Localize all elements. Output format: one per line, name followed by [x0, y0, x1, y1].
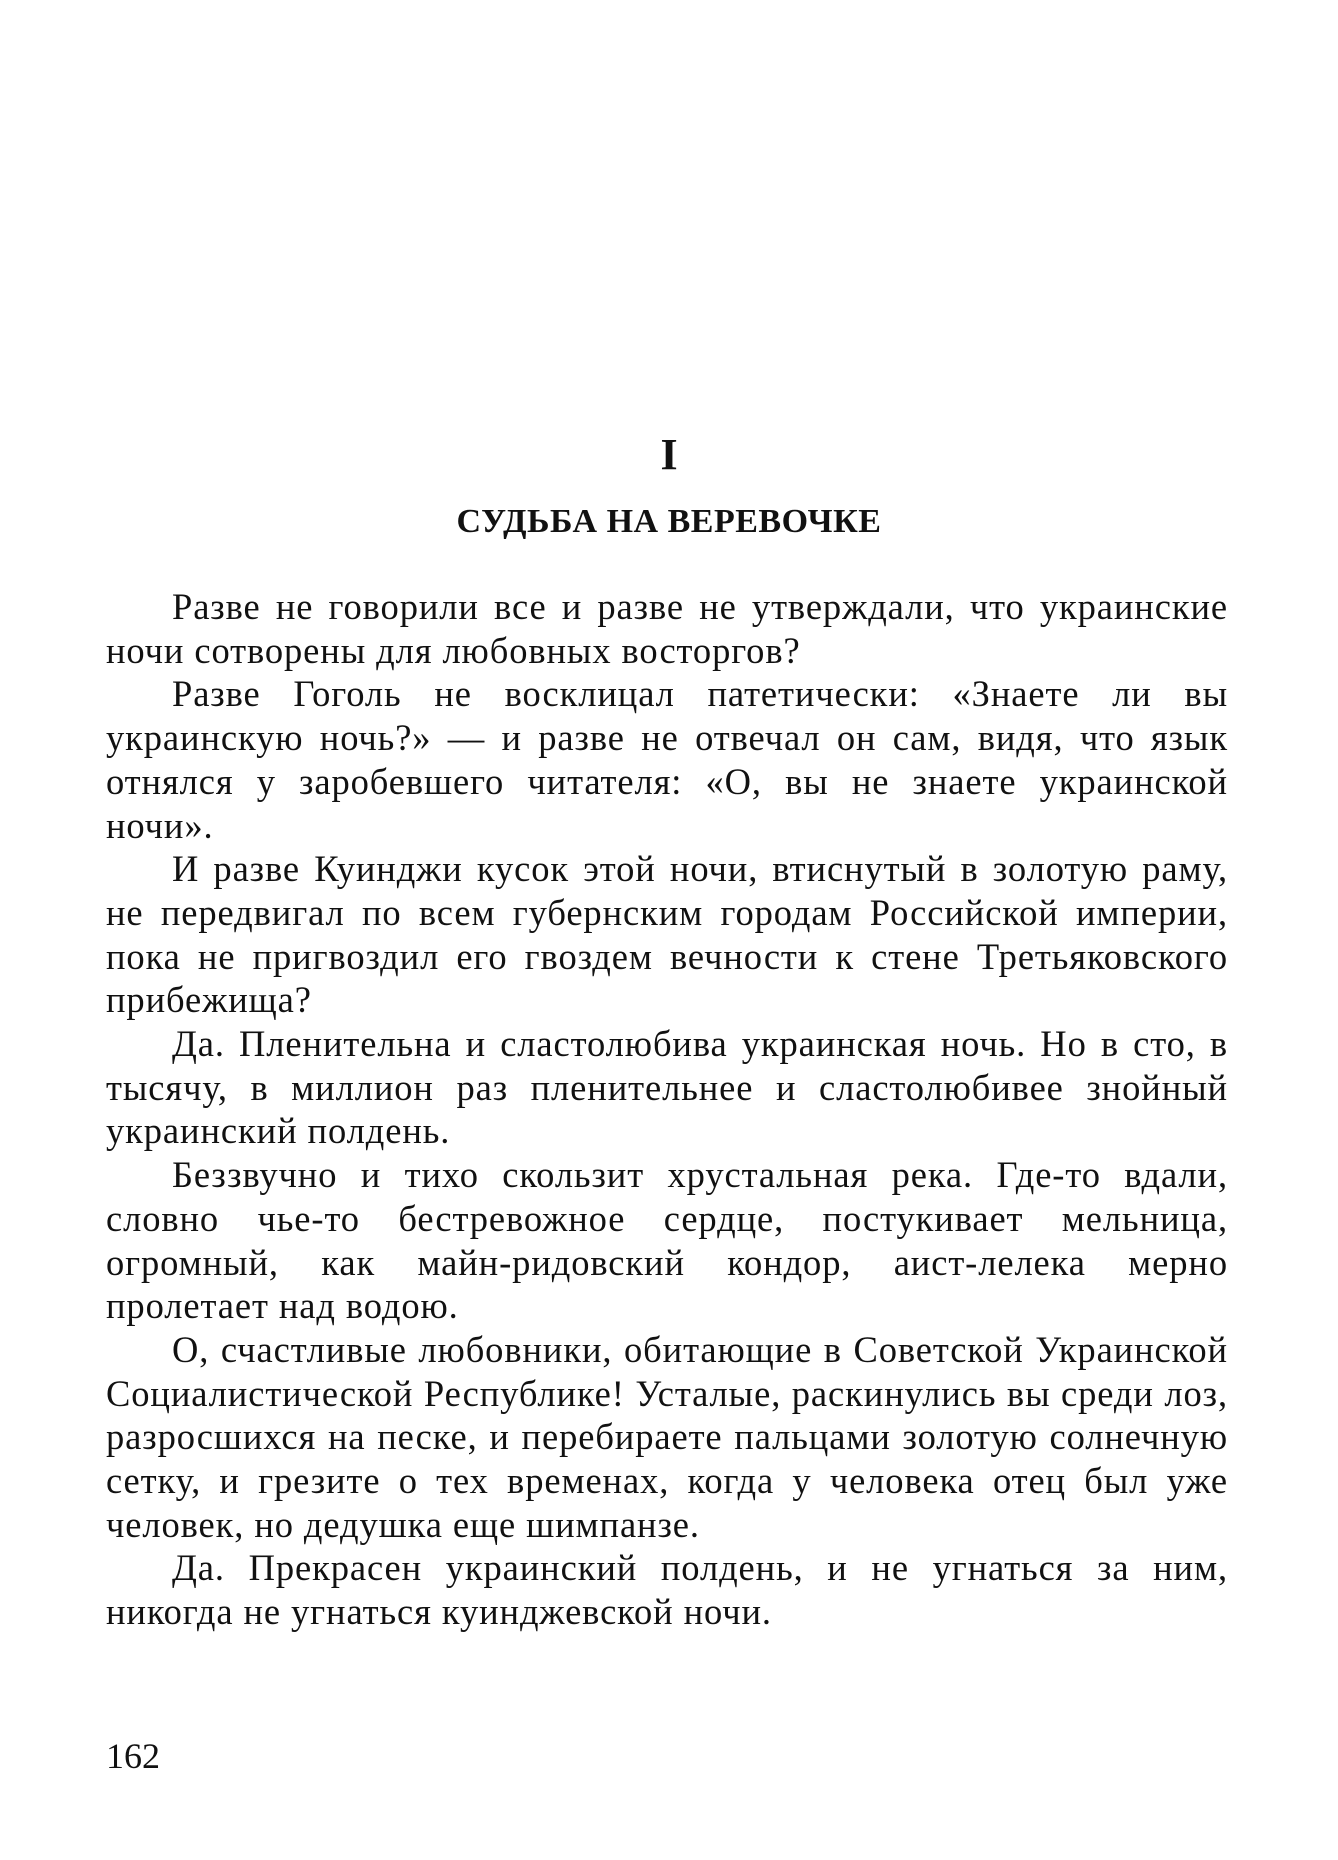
paragraph: Беззвучно и тихо скользит хрустальная река. Где-то вдали, словно чье-то бестревожное сердце, постукивает мельница, огромный, как майн-ридовский кондор, аист-лелека мерно пролетает над водою.	[106, 1154, 1228, 1327]
paragraph: О, счастливые любовники, обитающие в Советской Украинской Социалистической Республике! Усталые, раскинулись вы среди лоз, разросшихся на песке, и перебираете пальцами золотую солнечную сетку, и грезите о тех временах, когда у человека отец был уже человек, но дедушка еще шимпанзе.	[106, 1328, 1228, 1545]
page-number: 162	[106, 1736, 160, 1776]
body-text	[106, 585, 1228, 1634]
paragraph: Разве Гоголь не восклицал патетически: «Знаете ли вы украинскую ночь?» — и разве не отвечал он сам, видя, что язык отнялся у заробевшего читателя: «О, вы не знаете украинской ночи».	[106, 673, 1228, 846]
paragraph: И разве Куинджи кусок этой ночи, втиснутый в золотую раму, не передвигал по всем губернским городам Российской империи, пока не пригвоздил его гвоздем вечности к стене Третьяковского прибежища?	[106, 848, 1228, 1021]
chapter-title: СУДЬБА НА ВЕРЕВОЧКЕ	[456, 503, 882, 540]
paragraph: Да. Прекрасен украинский полдень, и не угнаться за ним, никогда не угнаться куинджевской ночи.	[106, 1547, 1228, 1633]
paragraph: Да. Пленительна и сластолюбива украинская ночь. Но в сто, в тысячу, в миллион раз пленительнее и сластолюбивее знойный украинский полдень.	[106, 1023, 1228, 1152]
paragraph: Разве не говорили все и разве не утверждали, что украинские ночи сотворены для любовных восторгов?	[106, 586, 1228, 671]
chapter-number: I	[660, 430, 678, 479]
